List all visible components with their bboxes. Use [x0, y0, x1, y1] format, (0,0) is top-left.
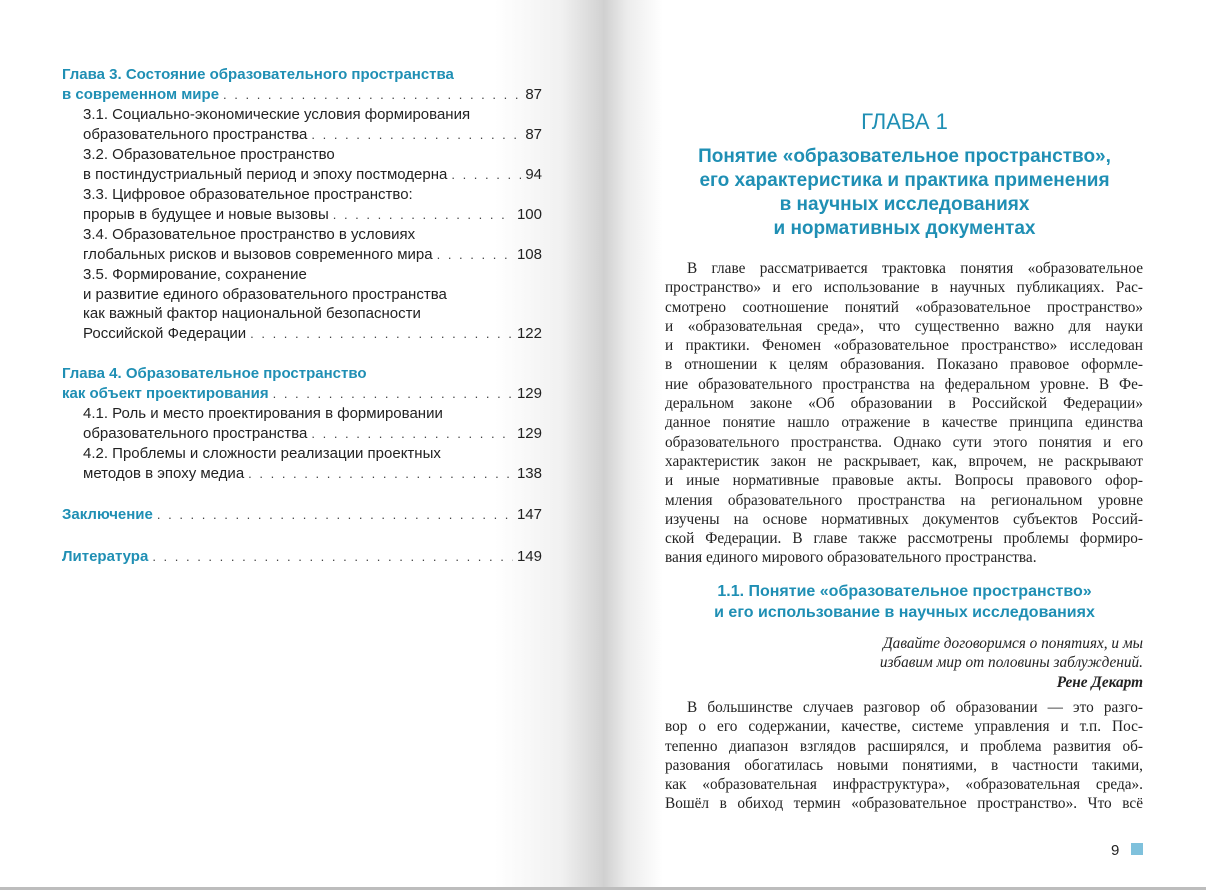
toc-entry-line: 3.5. Формирование, сохранение: [83, 266, 307, 283]
text-line: изучены на основе нормативных документов субъектов Россий-: [665, 510, 1143, 528]
toc-entry-line: [83, 324, 542, 344]
toc-entry-line: [83, 464, 542, 484]
chapter-title-line: в научных исследованиях: [779, 194, 1030, 215]
text-line: пространство» и его использование в научных публикациях. Рас-: [665, 279, 1143, 297]
toc-entry-line: как важный фактор национальной безопасности: [83, 305, 421, 322]
toc-entry-line: и развитие единого образовательного пространства: [83, 285, 447, 303]
toc-entry-line: [83, 205, 542, 225]
toc-chapter-line: [62, 85, 542, 105]
toc-entry-text: методов в эпоху медиа: [83, 464, 245, 482]
text-line: и иные нормативные правовые акты. Вопросы правового офор-: [665, 472, 1143, 490]
toc-entry-line: 4.1. Роль и место проектирования в формировании: [83, 405, 443, 422]
text-line: данное понятие нашло отражение в качестве принципа единства: [665, 414, 1143, 432]
toc-entry-text: образовательного пространства: [83, 424, 308, 442]
epigraph-author: Рене Декарт: [1056, 673, 1143, 691]
toc-page-number: 147: [516, 506, 542, 523]
toc-entry-text: глобальных рисков и вызовов современного мира: [83, 245, 433, 263]
toc-page-number: 129: [516, 424, 542, 442]
toc-page-number: 122: [516, 324, 542, 342]
epigraph: [880, 634, 1143, 692]
text-line: и «образовательная среда», что существенно важно для науки: [665, 317, 1143, 335]
text-line: ской Федерации. В главе также рассмотрены проблемы формиро-: [665, 530, 1143, 548]
toc-conclusion-title: Заключение: [62, 506, 153, 523]
toc-entry-3-3[interactable]: [62, 185, 542, 224]
text-line: характеристик закон не раскрывает, как, впрочем, не раскрывают: [665, 452, 1143, 470]
text-line: смотрено соотношение понятий «образовательное пространство»: [665, 298, 1143, 316]
page-number: 9: [1111, 842, 1120, 859]
toc-leader-dots: [248, 464, 513, 484]
toc-leader-dots: [311, 125, 521, 145]
toc-leader-dots: [250, 324, 513, 344]
table-of-contents: [62, 65, 542, 566]
toc-literature[interactable]: [62, 547, 542, 567]
toc-entry-line: 3.4. Образовательное пространство в условиях: [83, 226, 416, 243]
section-title-line: и его использование в научных исследованиях: [714, 604, 1095, 621]
toc-page-number: 149: [516, 547, 542, 565]
toc-entry-line: [83, 165, 542, 185]
section-body: [665, 698, 1143, 814]
toc-entry-3-1[interactable]: [62, 105, 542, 144]
text-line: образовательного пространства. Однако сути этого понятия и его: [665, 433, 1143, 451]
toc-entry-text: прорыв в будущее и новые вызовы: [83, 205, 329, 223]
text-line: в отношении к целям образования. Показано правовое оформле-: [665, 356, 1143, 374]
toc-leader-dots: [273, 384, 513, 404]
toc-leader-dots: [437, 245, 513, 265]
section-title-line: 1.1. Понятие «образовательное пространство»: [717, 583, 1092, 600]
toc-leader-dots: [223, 85, 521, 105]
toc-entry-4-1[interactable]: [62, 404, 542, 443]
toc-page-number: 100: [516, 205, 542, 223]
toc-leader-dots: [152, 547, 513, 567]
toc-page-number: 138: [516, 464, 542, 482]
chapter-label: ГЛАВА 1: [861, 109, 948, 134]
toc-chapter-title-line: в современном мире: [62, 85, 220, 103]
toc-entry-line: [83, 245, 542, 265]
toc-page-number: 87: [525, 125, 542, 143]
chapter-intro: [665, 259, 1143, 568]
text-line: вания единого мирового образовательного пространства.: [665, 549, 1037, 567]
text-line: и практики. Феномен «образовательное пространство» исследован: [665, 337, 1143, 355]
toc-entry-4-2[interactable]: [62, 444, 542, 483]
text-line: вор о его содержании, качестве, системе управления и т.п. Пос-: [665, 718, 1143, 736]
chapter-title: [643, 145, 1166, 241]
text-line: как «образовательная инфраструктура», «образовательная среда».: [665, 776, 1143, 794]
toc-chapter-title-line: Глава 4. Образовательное пространство: [62, 365, 367, 382]
toc-chapter-4[interactable]: [62, 364, 542, 403]
toc-page-number: 94: [525, 165, 542, 183]
epigraph-line: Давайте договоримся о понятиях, и мы: [882, 635, 1143, 652]
toc-entry-line: [83, 125, 542, 145]
toc-page-number: 108: [516, 245, 542, 263]
toc-page-number: 87: [525, 85, 542, 103]
toc-chapter-title-line: Глава 3. Состояние образовательного пространства: [62, 66, 454, 83]
toc-entry-text: образовательного пространства: [83, 125, 308, 143]
text-line: разования обогатилась новыми понятиями, в частности такими,: [665, 756, 1143, 774]
text-line: Вошёл в обиход термин «образовательное пространство». Что всё: [665, 795, 1143, 813]
page-marker-square: [1131, 843, 1143, 855]
toc-entry-text: Российской Федерации: [83, 324, 247, 342]
toc-chapter-line: [62, 384, 542, 404]
text-line: мления образовательного пространства на региональном уровне: [665, 491, 1143, 509]
toc-entry-3-2[interactable]: [62, 145, 542, 184]
text-line: В большинстве случаев разговор об образовании — это разго-: [687, 699, 1143, 716]
toc-entry-3-5[interactable]: [62, 265, 542, 343]
text-line: ние образовательного пространства на федеральном уровне. В Фе-: [665, 375, 1143, 393]
section-title: [643, 581, 1166, 623]
epigraph-line: избавим мир от половины заблуждений.: [879, 654, 1143, 672]
toc-entry-line: 3.3. Цифровое образовательное пространство:: [83, 186, 413, 203]
text-line: деральном законе «Об образовании в Российской Федерации»: [665, 395, 1143, 413]
toc-leader-dots: [311, 424, 513, 444]
toc-leader-dots: [451, 165, 521, 185]
toc-chapter-3[interactable]: [62, 65, 542, 104]
right-page: [603, 0, 1206, 890]
toc-entry-line: 4.2. Проблемы и сложности реализации проектных: [83, 445, 441, 462]
toc-entry-text: в постиндустриальный период и эпоху постмодерна: [83, 165, 448, 183]
toc-entry-line: [83, 424, 542, 444]
toc-leader-dots: [333, 205, 513, 225]
toc-conclusion[interactable]: [62, 505, 542, 525]
chapter-title-line: и нормативных документах: [773, 218, 1036, 239]
toc-entry-line: 3.1. Социально-экономические условия формирования: [83, 106, 471, 123]
toc-entry-3-4[interactable]: [62, 225, 542, 264]
chapter-title-line: его характеристика и практика применения: [699, 170, 1110, 191]
text-line: В главе рассматривается трактовка понятия «образовательное: [687, 260, 1143, 277]
toc-entry-line: 3.2. Образовательное пространство: [83, 146, 335, 163]
toc-page-number: 129: [516, 384, 542, 402]
chapter-title-line: Понятие «образовательное пространство»,: [698, 146, 1111, 167]
toc-literature-title: Литература: [62, 547, 149, 565]
text-line: тепенно диапазон взглядов расширялся, и проблема развития об-: [665, 737, 1143, 755]
toc-chapter-title-line: как объект проектирования: [62, 384, 269, 402]
toc-leader-dots: [157, 505, 513, 525]
